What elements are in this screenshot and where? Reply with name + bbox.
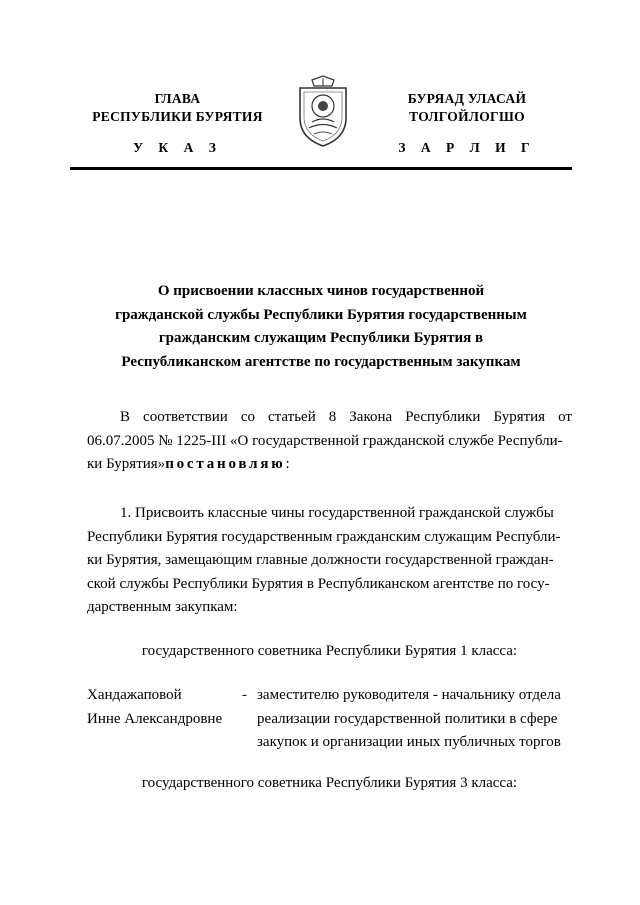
dash-separator: - <box>242 687 247 703</box>
appointee-position <box>257 684 572 755</box>
preamble-line-1 <box>87 406 572 430</box>
colon: : <box>285 456 290 472</box>
item-1-line-3: ки Бурятия, замещающим главные должности государственной граждан- <box>87 552 554 568</box>
word: Закона <box>349 409 393 425</box>
word: от <box>558 409 572 425</box>
title-line-2: гражданской службы Республики Бурятия государственным <box>115 306 527 323</box>
word: Бурятия <box>493 409 546 425</box>
item-1-line-2: Республики Бурятия государственным гражданским служащим Республи- <box>87 528 561 545</box>
doc-type-left: У К А З <box>133 140 222 155</box>
item-1-line-5: дарственным закупкам: <box>87 599 238 615</box>
title-line-4: Республиканском агентстве по государственным закупкам <box>121 353 521 370</box>
word: статьей <box>268 409 316 425</box>
rank-heading-1: государственного советника Республики Бурятия 1 класса: <box>141 643 518 659</box>
word: соответствии <box>143 409 228 425</box>
position-line-1: заместителю руководителя - начальнику отдела <box>257 687 561 703</box>
issuer-right-line1: БУРЯАД УЛАСАЙ <box>407 91 527 106</box>
issuer-right <box>372 90 562 126</box>
word: Республики <box>405 409 481 425</box>
word: со <box>240 409 255 425</box>
rank-heading-3: государственного советника Республики Бурятия 3 класса: <box>141 775 518 791</box>
title-line-1: О присвоении классных чинов государственной <box>157 283 485 299</box>
appointee-name <box>87 684 257 731</box>
decree-verb: постановляю <box>165 456 286 472</box>
appointee-surname: Хандажаповой <box>87 687 182 703</box>
item-1-line-4: ской службы Республики Бурятия в Республиканском агентстве по госу- <box>87 575 550 592</box>
decree-title <box>70 280 572 374</box>
position-line-2: реализации государственной политики в сфере <box>257 710 558 727</box>
preamble-line-2: 06.07.2005 № 1225-III «О государственной гражданской службе Республи- <box>87 432 563 449</box>
word: В <box>120 409 131 425</box>
issuer-left <box>80 90 275 126</box>
issuer-left-line2: РЕСПУБЛИКИ БУРЯТИЯ <box>92 109 263 124</box>
issuer-right-line2: ТОЛГОЙЛОГШО <box>409 109 525 124</box>
appointee-given-name: Инне Александровне <box>87 710 223 727</box>
item-1-line-1: 1. Присвоить классные чины государственной гражданской службы <box>120 505 554 521</box>
preamble-text: ки Бурятия» <box>87 456 166 472</box>
doc-type-right: З А Р Л И Г <box>398 140 536 155</box>
issuer-left-line1: ГЛАВА <box>154 91 201 106</box>
header-divider <box>70 167 572 170</box>
position-line-3: закупок и организации иных публичных торгов <box>257 734 561 750</box>
coat-of-arms-icon <box>294 74 352 150</box>
item-1 <box>87 502 572 620</box>
title-line-3: гражданским служащим Республики Бурятия в <box>158 330 484 346</box>
preamble-line-3 <box>87 453 572 477</box>
word: 8 <box>328 409 337 425</box>
preamble <box>87 406 572 477</box>
